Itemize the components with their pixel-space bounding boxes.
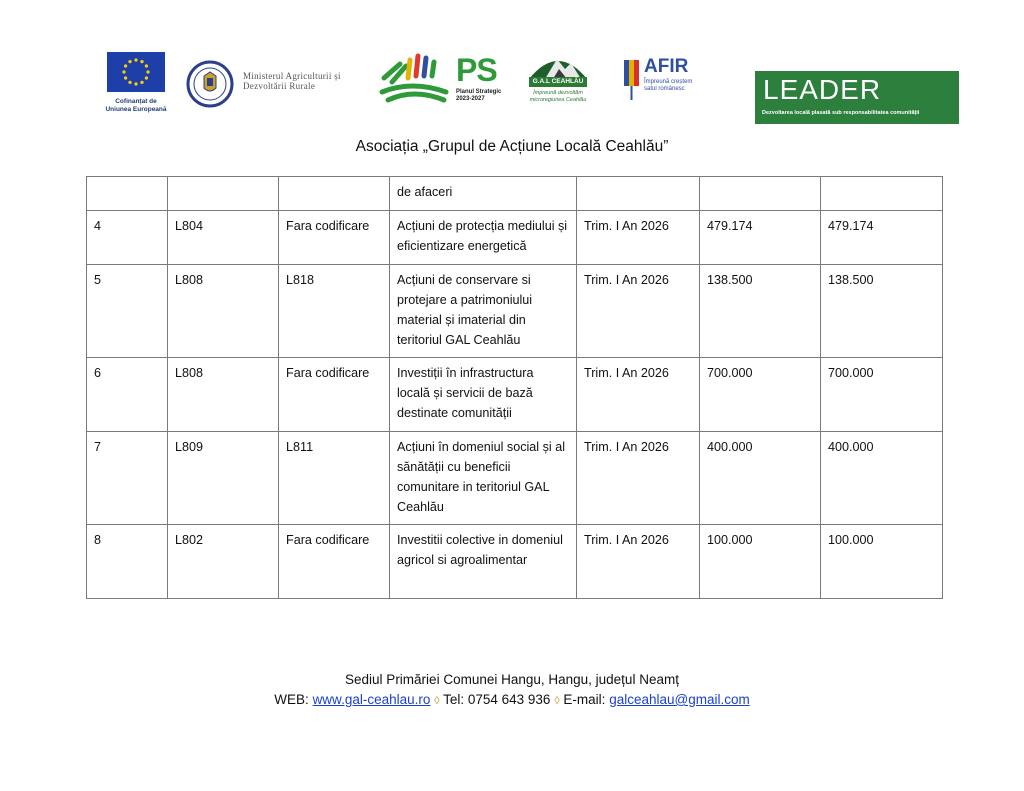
table-cell: 479.174 — [700, 211, 821, 265]
table-cell: Fara codificare — [279, 358, 390, 432]
logo-header — [0, 0, 1024, 130]
footer-address: Sediul Primăriei Comunei Hangu, Hangu, județul Neamț — [345, 672, 679, 687]
table-row — [87, 265, 943, 358]
eu-flag-icon — [107, 52, 165, 92]
table-cell: 400.000 — [821, 432, 943, 525]
leader-logo — [755, 71, 959, 124]
table-cell — [87, 177, 168, 211]
table-cell — [577, 177, 700, 211]
mountain-icon — [523, 47, 593, 79]
table-cell: Trim. I An 2026 — [577, 525, 700, 599]
table-cell: L809 — [168, 432, 279, 525]
eu-caption: Cofinanțat de Uniunea Europeană — [105, 98, 167, 113]
separator-glyph: ◊ — [434, 695, 440, 707]
footer-contact-line — [0, 690, 1024, 711]
table-row — [87, 358, 943, 432]
table-cell: Trim. I An 2026 — [577, 211, 700, 265]
table-cell: Trim. I An 2026 — [577, 265, 700, 358]
wheat-icon — [622, 56, 642, 102]
table-cell: 4 — [87, 211, 168, 265]
table-cell — [821, 177, 943, 211]
gal-caption: Împreună dezvoltăm microregiunea Ceahlău — [529, 90, 587, 103]
ministry-name: Ministerul Agriculturii și Dezvoltării Rurale — [243, 71, 341, 91]
ps-caption — [456, 89, 501, 103]
table-cell: de afaceri — [390, 177, 577, 211]
table-cell: L808 — [168, 265, 279, 358]
table-cell: 6 — [87, 358, 168, 432]
ps-stripes-icon — [378, 52, 452, 108]
web-label: WEB: — [274, 692, 309, 707]
table-cell: 7 — [87, 432, 168, 525]
ps-letters: PS — [456, 52, 497, 88]
table-row — [87, 525, 943, 599]
table-cell: 700.000 — [700, 358, 821, 432]
document-title: Asociația „Grupul de Acțiune Locală Ceahlău” — [355, 138, 669, 155]
phone-number: Tel: 0754 643 936 — [443, 692, 551, 707]
table-cell: 700.000 — [821, 358, 943, 432]
table-cell: Acțiuni în domeniul social și al sănătății cu beneficii comunitare in teritoriul GAL Ceahlău — [390, 432, 577, 525]
afir-word: AFIR — [644, 56, 689, 77]
table-cell: L811 — [279, 432, 390, 525]
ps-plan-logo — [378, 52, 508, 110]
gal-ceahlau-logo — [523, 47, 593, 109]
table-cell — [168, 177, 279, 211]
table-cell: 5 — [87, 265, 168, 358]
table-cell: 8 — [87, 525, 168, 599]
table-cell: 400.000 — [700, 432, 821, 525]
table-cell: Fara codificare — [279, 525, 390, 599]
table-row — [87, 177, 943, 211]
table-cell: Acțiuni de protecția mediului și eficientizare energetică — [390, 211, 577, 265]
afir-logo — [622, 56, 702, 102]
ps-caption-line-2: 2023-2027 — [456, 96, 485, 102]
table-cell: Trim. I An 2026 — [577, 358, 700, 432]
table-cell: L802 — [168, 525, 279, 599]
table-cell — [700, 177, 821, 211]
government-seal-icon — [186, 60, 234, 108]
email-link[interactable]: galceahlau@gmail.com — [609, 692, 750, 707]
table-cell: Investiții în infrastructura locală și servicii de bază destinate comunității — [390, 358, 577, 432]
page-footer — [0, 670, 1024, 711]
table-cell: L808 — [168, 358, 279, 432]
eu-logo — [104, 52, 168, 113]
table-cell: 479.174 — [821, 211, 943, 265]
table-cell: Trim. I An 2026 — [577, 432, 700, 525]
table-cell: 100.000 — [700, 525, 821, 599]
table-row — [87, 211, 943, 265]
table-cell: 138.500 — [821, 265, 943, 358]
gal-band: G.A.L CEAHLĂU — [529, 77, 587, 87]
separator-glyph: ◊ — [554, 695, 560, 707]
table-cell: Fara codificare — [279, 211, 390, 265]
ps-caption-line-1: Planul Strategic — [456, 89, 502, 95]
table-cell: Acțiuni de conservare si protejare a patrimoniului material și imaterial din teritoriul GAL Ceahlău — [390, 265, 577, 358]
table-row — [87, 432, 943, 525]
table-cell: Investitii colective in domeniul agricol si agroalimentar — [390, 525, 577, 599]
table-cell: L804 — [168, 211, 279, 265]
table-cell: L818 — [279, 265, 390, 358]
funding-table-body — [87, 177, 943, 599]
email-label: E-mail: — [563, 692, 606, 707]
leader-caption: Dezvoltarea locală plasată sub responsabilitatea comunității — [762, 110, 920, 116]
table-cell — [279, 177, 390, 211]
website-link[interactable]: www.gal-ceahlau.ro — [312, 692, 431, 707]
table-cell: 100.000 — [821, 525, 943, 599]
leader-word: LEADER — [763, 74, 882, 105]
afir-caption: Împreună creștem satul românesc — [644, 79, 693, 92]
table-cell: 138.500 — [700, 265, 821, 358]
funding-table — [86, 176, 943, 599]
